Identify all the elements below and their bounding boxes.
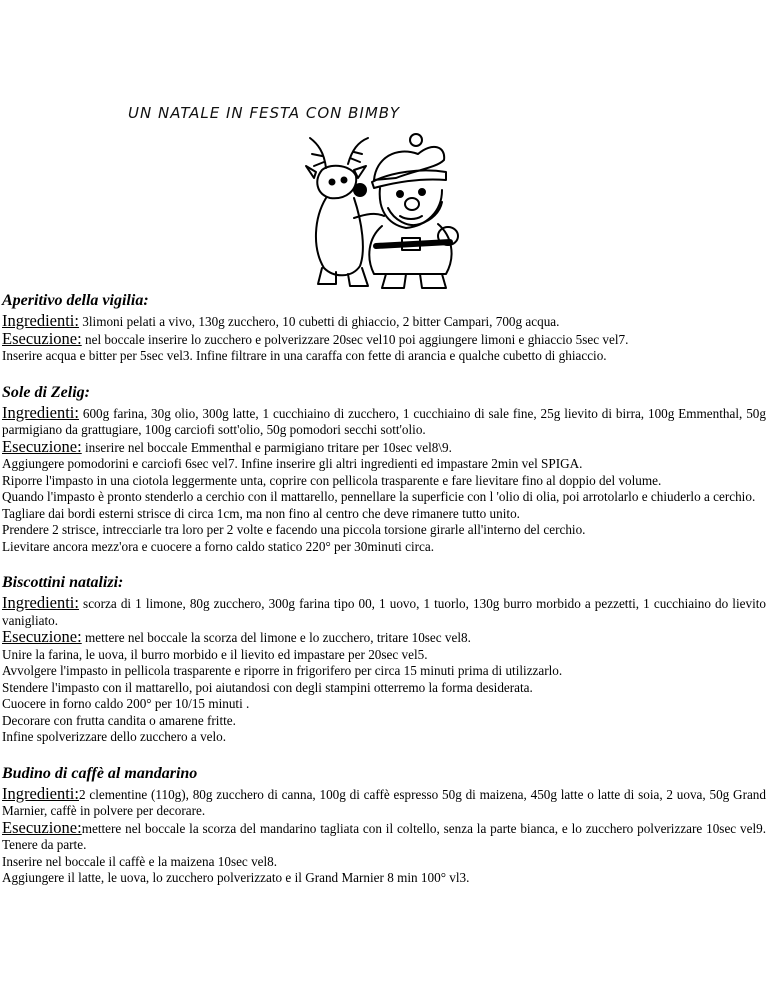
recipe-sole-di-zelig (2, 383, 766, 556)
ingredients-text: 3limoni pelati a vivo, 130g zucchero, 10 cubetti di ghiaccio, 2 bitter Campari, 700g acqua. (78, 314, 560, 329)
recipe-ingredients (2, 783, 766, 820)
recipe-step: Inserire acqua e bitter per 5sec vel3. Infine filtrare in una caraffa con fette di arancia e qualche cubetto di ghiaccio. (2, 348, 607, 363)
recipe-step: Infine spolverizzare dello zucchero a velo. (2, 729, 227, 744)
recipe-step: Tagliare dai bordi esterni strisce di circa 1cm, ma non fino al centro che deve rimanere tutto unito. (2, 505, 520, 521)
execution-text: mettere nel boccale la scorza del mandarino tagliata con il coltello, senza la parte bianca, e lo zucchero polverizzare 10sec vel9. Tenere da parte. (2, 820, 766, 852)
recipe-execution (2, 629, 766, 647)
recipe-execution (2, 328, 766, 349)
ingredients-text: 600g farina, 30g olio, 300g latte, 1 cucchiaino di zucchero, 1 cucchiaino di sale fine, 25g lievito di birra, 100g Emmenthal, 50g parmigiano da grattugiare, 100g carciofi sott'olio, 50g pomodori secchi sott'olio. (2, 405, 766, 437)
ingredients-text: 2 clementine (110g), 80g zucchero di canna, 100g di caffè espresso 50g di maizena, 450g latte o latte di soia, 2 uova, 50g Grand Marnier, caffè in polvere per decorare. (2, 786, 766, 818)
recipe-step: Inserire nel boccale il caffè e la maizena 10sec vel8. (2, 853, 278, 869)
recipe-step: Avvolgere l'impasto in pellicola trasparente e riporre in frigorifero per circa 15 minuti prima di utilizzarlo. (2, 663, 563, 678)
recipe-step: Stendere l'impasto con il mattarello, poi aiutandosi con degli stampini otterremo la forma desiderata. (2, 679, 533, 695)
recipe-title: Budino di caffè al mandarino (2, 764, 198, 782)
recipe-budino-di-caffe (2, 764, 766, 887)
execution-text: mettere nel boccale la scorza del limone e lo zucchero, tritare 10sec vel8. (81, 630, 471, 645)
ingredients-label: Ingredienti: (2, 593, 79, 612)
recipe-aperitivo (2, 291, 766, 365)
recipe-step: Unire la farina, le uova, il burro morbido e il lievito ed impastare per 20sec vel5. (2, 646, 428, 662)
recipe-step: Quando l'impasto è pronto stenderlo a cerchio con il mattarello, pennellare la superficie con l 'olio di olia, poi arrotolarlo e chiuderlo a cerchio. (2, 489, 756, 504)
recipe-execution (2, 436, 766, 457)
page-title: UN NATALE IN FESTA CON BIMBY (128, 104, 400, 122)
recipe-step: Prendere 2 strisce, intrecciarle tra loro per 2 volte e facendo una piccola torsione girarle all'interno del cerchio. (2, 522, 586, 537)
recipe-list (2, 291, 766, 905)
recipe-ingredients (2, 313, 766, 331)
execution-label: Esecuzione: (2, 436, 82, 456)
execution-text: inserire nel boccale Emmenthal e parmigiano tritare per 10sec vel8\9. (81, 439, 452, 455)
recipe-step: Decorare con frutta candita o amarene fritte. (2, 712, 236, 728)
recipe-title: Biscottini natalizi: (2, 574, 124, 591)
reindeer-and-santa-drawing-icon (296, 128, 476, 293)
ingredients-text: scorza di 1 limone, 80g zucchero, 300g farina tipo 00, 1 uovo, 1 tuorlo, 130g burro morbido a pezzetti, 1 cucchiaino do lievito vanigliato. (2, 596, 766, 628)
execution-text: nel boccale inserire lo zucchero e polverizzare 20sec vel10 poi aggiungere limoni e ghiaccio 5sec vel7. (81, 331, 629, 347)
execution-label: Esecuzione: (2, 328, 82, 348)
recipe-step: Aggiungere il latte, le uova, lo zucchero polverizzato e il Grand Marnier 8 min 100° vl3. (2, 870, 470, 885)
recipe-execution (2, 817, 766, 854)
execution-label: Esecuzione: (2, 817, 82, 837)
ingredients-label: Ingredienti: (2, 311, 79, 330)
recipe-ingredients (2, 595, 766, 629)
ingredients-label: Ingredienti: (2, 402, 79, 422)
recipe-step: Lievitare ancora mezz'ora e cuocere a forno caldo statico 220° per 30minuti circa. (2, 538, 435, 554)
execution-label: Esecuzione: (2, 627, 82, 646)
recipe-title: Sole di Zelig: (2, 383, 90, 401)
recipe-ingredients (2, 402, 766, 439)
recipe-step: Cuocere in forno caldo 200° per 10/15 minuti . (2, 696, 250, 711)
recipe-step: Riporre l'impasto in una ciotola leggermente unta, coprire con pellicola trasparente e fare lievitare fino al doppio del volume. (2, 472, 662, 488)
recipe-biscottini-natalizi (2, 573, 766, 746)
recipe-title: Aperitivo della vigilia: (2, 292, 149, 309)
ingredients-label: Ingredienti: (2, 783, 79, 803)
recipe-step: Aggiungere pomodorini e carciofi 6sec vel7. Infine inserire gli altri ingredienti ed impastare 2min vel SPIGA. (2, 456, 583, 471)
